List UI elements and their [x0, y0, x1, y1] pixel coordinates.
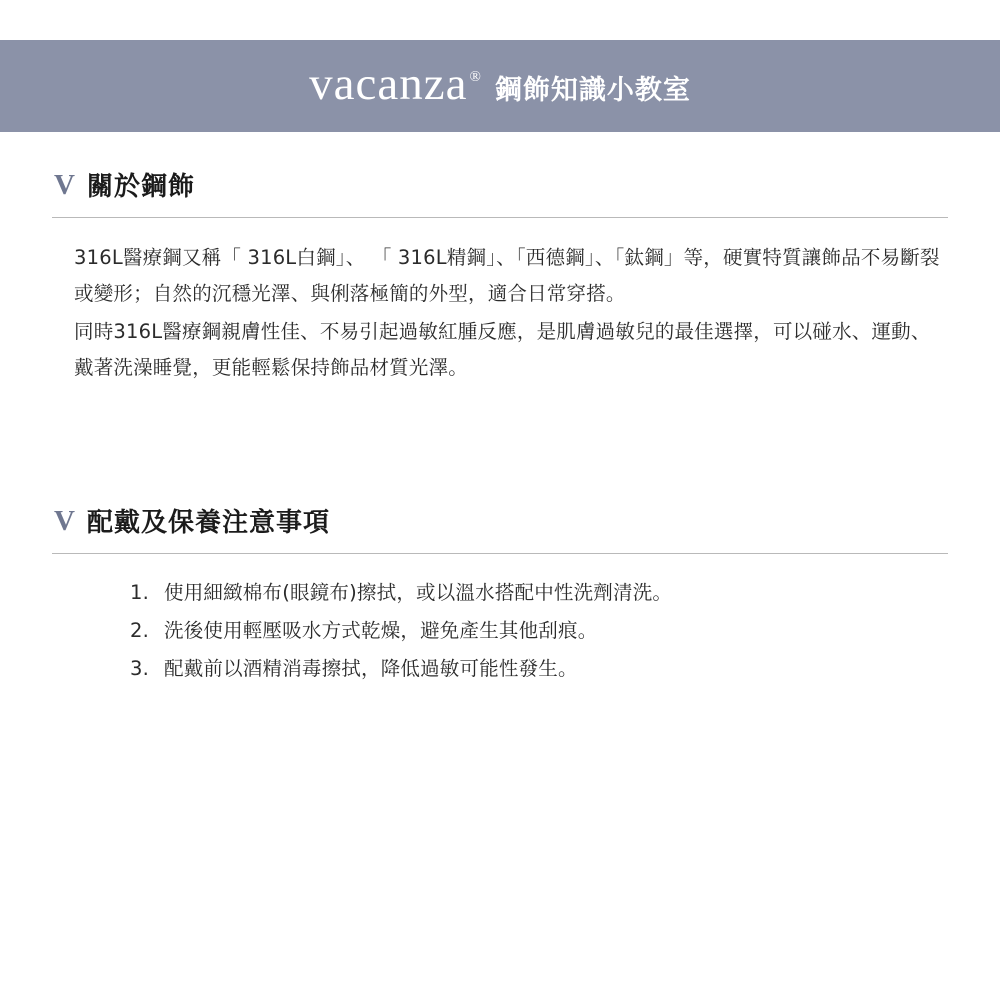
v-bullet-icon: V [54, 505, 75, 537]
list-item-label: 洗後使用輕壓吸水方式乾燥，避免產生其他刮痕。 [164, 619, 598, 642]
header-banner [0, 40, 1000, 132]
list-item-number: 1. [130, 581, 150, 604]
paragraph: 316L醫療鋼又稱「 316L白鋼」、 「 316L精鋼」、「西德鋼」、「鈦鋼」等，硬實特質讓飾品不易斷裂或變形；自然的沉穩光澤、與俐落極簡的外型，適合日常穿搭。 [74, 246, 940, 305]
section-care-instructions [52, 505, 948, 688]
registered-trademark-icon: ® [469, 68, 481, 85]
section-body [52, 240, 948, 386]
section-about-steel-jewelry [52, 169, 948, 386]
list-item-label: 使用細緻棉布(眼鏡布)擦拭，或以溫水搭配中性洗劑清洗。 [164, 581, 673, 604]
section-title: 關於鋼飾 [86, 171, 195, 202]
section-divider [52, 553, 948, 554]
section-title: 配戴及保養注意事項 [86, 507, 330, 538]
paragraph: 同時316L醫療鋼親膚性佳、不易引起過敏紅腫反應，是肌膚過敏兒的最佳選擇，可以碰水、運動、戴著洗澡睡覺，更能輕鬆保持飾品材質光澤。 [74, 320, 931, 379]
list-item-label: 配戴前以酒精消毒擦拭，降低過敏可能性發生。 [164, 657, 578, 680]
list-item [130, 574, 948, 612]
care-instruction-list [52, 574, 948, 688]
list-item [130, 650, 948, 688]
list-item-number: 2. [130, 619, 150, 642]
brand-name: vacanza [309, 57, 468, 110]
section-heading [52, 505, 948, 538]
section-divider [52, 217, 948, 218]
section-heading [52, 169, 948, 202]
brand-lockup [309, 57, 691, 110]
list-item [130, 612, 948, 650]
header-subtitle: 鋼飾知識小教室 [494, 74, 691, 106]
list-item-number: 3. [130, 657, 150, 680]
v-bullet-icon: V [54, 169, 75, 201]
